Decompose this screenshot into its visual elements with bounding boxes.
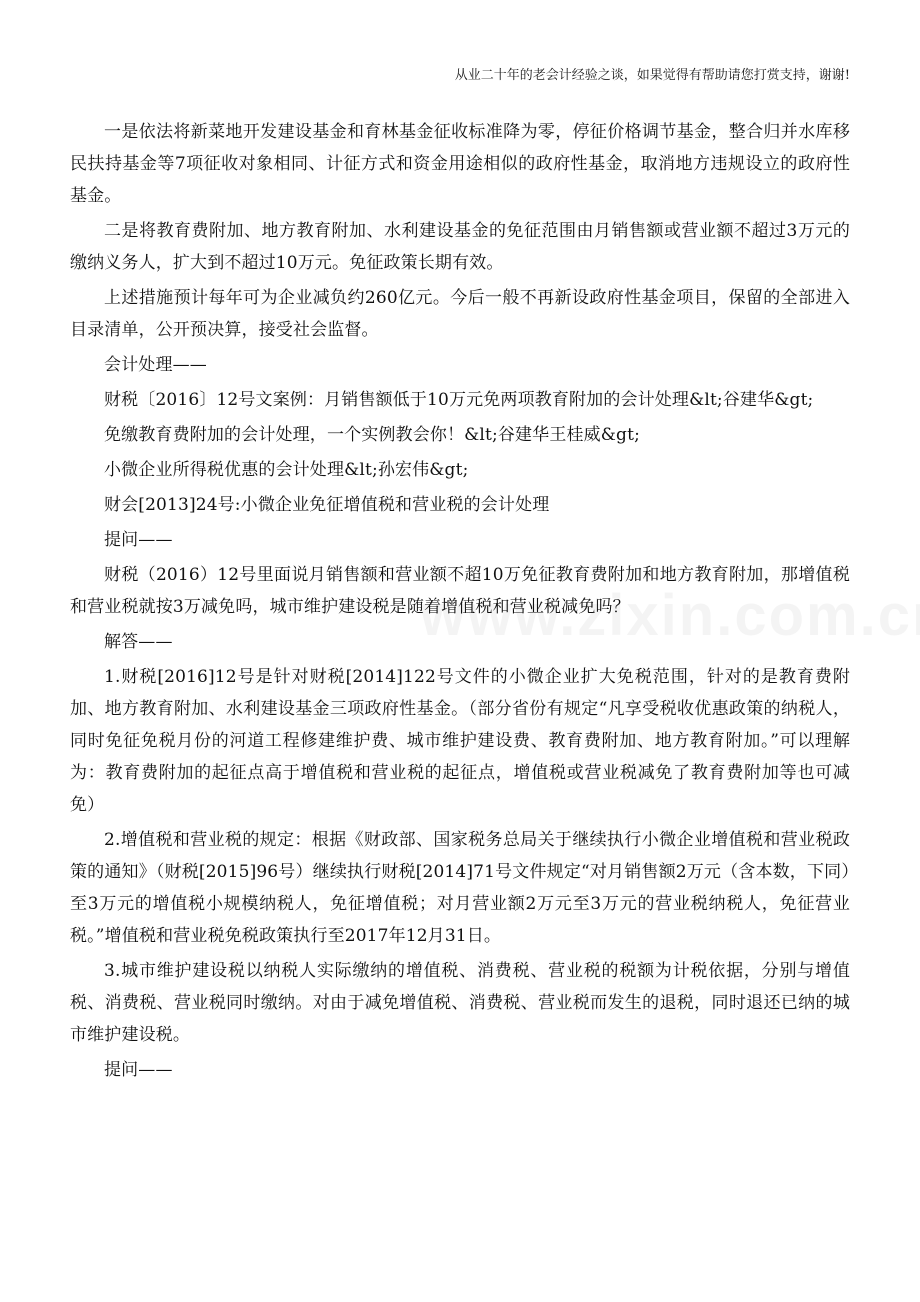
section-heading-accounting: 会计处理——	[104, 355, 207, 375]
section-heading-answer: 解答——	[104, 632, 173, 652]
reference-link-3[interactable]: 小微企业所得税优惠的会计处理&lt;孙宏伟&gt;	[104, 460, 469, 480]
header-note: 从业二十年的老会计经验之谈，如果觉得有帮助请您打赏支持，谢谢!	[454, 68, 850, 83]
answer-item-2: 2.增值税和营业税的规定：根据《财政部、国家税务总局关于继续执行小微企业增值税和营业税政策的通知》（财税[2015]96号）继续执行财税[2014]71号文件规定“对月销售额2万元（含本数，下同）至3万元的增值税小规模纳税人，免征增值税；对月营业额2万元至3万元的营业税纳税人，免征营业税。”增值税和营业税免税政策执行至2017年12月31日。	[70, 830, 850, 946]
document-body	[70, 116, 850, 1089]
section-heading-question: 提问——	[104, 530, 173, 550]
reference-link-1[interactable]: 财税〔2016〕12号文案例：月销售额低于10万元免两项教育附加的会计处理&lt;谷建华&gt;	[104, 390, 814, 410]
paragraph-burden-reduction: 上述措施预计每年可为企业减负约260亿元。今后一般不再新设政府性基金项目，保留的全部进入目录清单，公开预决算，接受社会监督。	[70, 288, 850, 340]
answer-item-1: 1.财税[2016]12号是针对财税[2014]122号文件的小微企业扩大免税范围，针对的是教育费附加、地方教育附加、水利建设基金三项政府性基金。（部分省份有规定“凡享受税收优惠政策的纳税人，同时免征免税月份的河道工程修建维护费、城市维护建设费、教育费附加、地方教育附加。”可以理解为：教育费附加的起征点高于增值税和营业税的起征点，增值税或营业税减免了教育费附加等也可减免）	[70, 667, 850, 815]
paragraph-fund-reform: 一是依法将新菜地开发建设基金和育林基金征收标准降为零，停征价格调节基金，整合归并水库移民扶持基金等7项征收对象相同、计征方式和资金用途相似的政府性基金，取消地方违规设立的政府性基金。	[70, 122, 850, 206]
paragraph-question: 财税（2016）12号里面说月销售额和营业额不超10万免征教育费附加和地方教育附加，那增值税和营业税就按3万减免吗，城市维护建设税是随着增值税和营业税减免吗？	[70, 565, 850, 617]
section-heading-question-2: 提问——	[104, 1060, 173, 1080]
answer-item-3: 3.城市维护建设税以纳税人实际缴纳的增值税、消费税、营业税的税额为计税依据，分别与增值税、消费税、营业税同时缴纳。对由于减免增值税、消费税、营业税而发生的退税，同时退还已纳的城市维护建设税。	[70, 961, 850, 1045]
reference-link-2[interactable]: 免缴教育费附加的会计处理，一个实例教会你！&lt;谷建华王桂威&gt;	[104, 425, 640, 445]
paragraph-education-surcharge-scope: 二是将教育费附加、地方教育附加、水利建设基金的免征范围由月销售额或营业额不超过3万元的缴纳义务人，扩大到不超过10万元。免征政策长期有效。	[70, 221, 850, 273]
reference-link-4[interactable]: 财会[2013]24号:小微企业免征增值税和营业税的会计处理	[104, 495, 550, 515]
